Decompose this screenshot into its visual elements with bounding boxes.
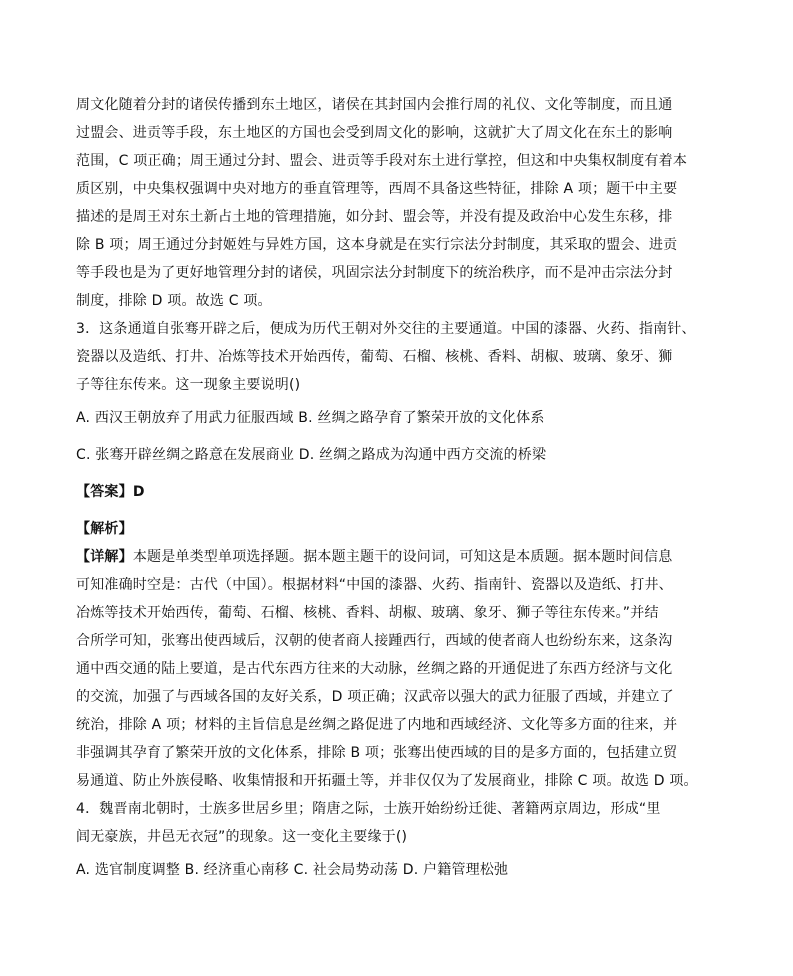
paragraph-line: 描述的是周王对东土新占土地的管理措施，如分封、盟会等，并没有提及政治中心发生东移，排 (76, 209, 673, 225)
paragraph-line: 过盟会、进贡等手段，东土地区的方国也会受到周文化的影响，这就扩大了周文化在东土的影响 (76, 125, 673, 141)
analysis-line: 的交流，加强了与西域各国的友好关系，D 项正确；汉武帝以强大的武力征服了西域，并建立了 (76, 689, 674, 705)
question-4-options: A. 选官制度调整 B. 经济重心南移 C. 社会局势动荡 D. 户籍管理松弛 (76, 862, 509, 878)
question-4-line: 4．魏晋南北朝时，士族多世居乡里；隋唐之际，士族开始纷纷迁徙、著籍两京周边，形成“里 (76, 801, 661, 817)
analysis-line: 通中西交通的陆上要道，是古代东西方往来的大动脉，丝绸之路的开通促进了东西方经济与文化 (76, 661, 673, 677)
analysis-line: 易通道、防止外族侵略、收集情报和开拓疆土等，并非仅仅为了发展商业，排除 C 项。故选 D 项。 (76, 773, 698, 789)
question-4-line: 闾无豪族，井邑无衣冠”的现象。这一变化主要缘于() (76, 829, 408, 845)
question-3-options-ab: A. 西汉王朝放弃了用武力征服西域 B. 丝绸之路孕育了繁荣开放的文化体系 (76, 410, 545, 426)
paragraph-line: 范围，C 项正确；周王通过分封、盟会、进贡等手段对东土进行掌控，但这和中央集权制度有着本 (76, 153, 688, 169)
analysis-heading: 【解析】 (76, 521, 133, 537)
analysis-text: 本题是单类型单项选择题。据本题主题干的设问词，可知这是本质题。据本题时间信息 (132, 549, 673, 565)
question-3-line: 3．这条通道自张骞开辟之后，便成为历代王朝对外交往的主要通道。中国的漆器、火药、指南针、 (76, 321, 696, 337)
detail-label: 【详解】 (76, 549, 133, 565)
paragraph-line: 质区别，中央集权强调中央对地方的垂直管理等，西周不具备这些特征，排除 A 项；题干中主要 (76, 181, 678, 197)
answer-row (76, 482, 145, 502)
analysis-line (76, 547, 672, 567)
paragraph-line: 周文化随着分封的诸侯传播到东土地区，诸侯在其封国内会推行周的礼仪、文化等制度，而且通 (76, 97, 673, 113)
analysis-line: 合所学可知，张骞出使西域后，汉朝的使者商人接踵西行，西域的使者商人也纷纷东来，这条沟 (76, 633, 673, 649)
analysis-line: 冶炼等技术开始西传，葡萄、石榴、核桃、香料、胡椒、玻璃、象牙、狮子等往东传来。”并结 (76, 605, 659, 621)
answer-value: D (132, 484, 145, 500)
analysis-line: 非强调其孕育了繁荣开放的文化体系，排除 B 项；张骞出使西域的目的是多方面的，包括建立贸 (76, 745, 678, 761)
paragraph-line: 等手段也是为了更好地管理分封的诸侯，巩固宗法分封制度下的统治秩序，而不是冲击宗法分封 (76, 265, 673, 281)
paragraph-line: 除 B 项；周王通过分封姬姓与异姓方国，这本身就是在实行宗法分封制度，其采取的盟会、进贡 (76, 237, 678, 253)
answer-label: 【答案】 (76, 484, 133, 500)
analysis-line: 可知准确时空是：古代（中国）。根据材料“中国的漆器、火药、指南针、瓷器以及造纸、打井、 (76, 577, 673, 593)
paragraph-line: 制度，排除 D 项。故选 C 项。 (76, 293, 272, 309)
question-3-options-cd: C. 张骞开辟丝绸之路意在发展商业 D. 丝绸之路成为沟通中西方交流的桥梁 (76, 447, 547, 463)
analysis-line: 统治，排除 A 项；材料的主旨信息是丝绸之路促进了内地和西域经济、文化等多方面的往来，并 (76, 717, 678, 733)
question-3-line: 子等往东传来。这一现象主要说明() (76, 377, 301, 393)
question-3-line: 瓷器以及造纸、打井、冶炼等技术开始西传，葡萄、石榴、核桃、香料、胡椒、玻璃、象牙、狮 (76, 349, 673, 365)
